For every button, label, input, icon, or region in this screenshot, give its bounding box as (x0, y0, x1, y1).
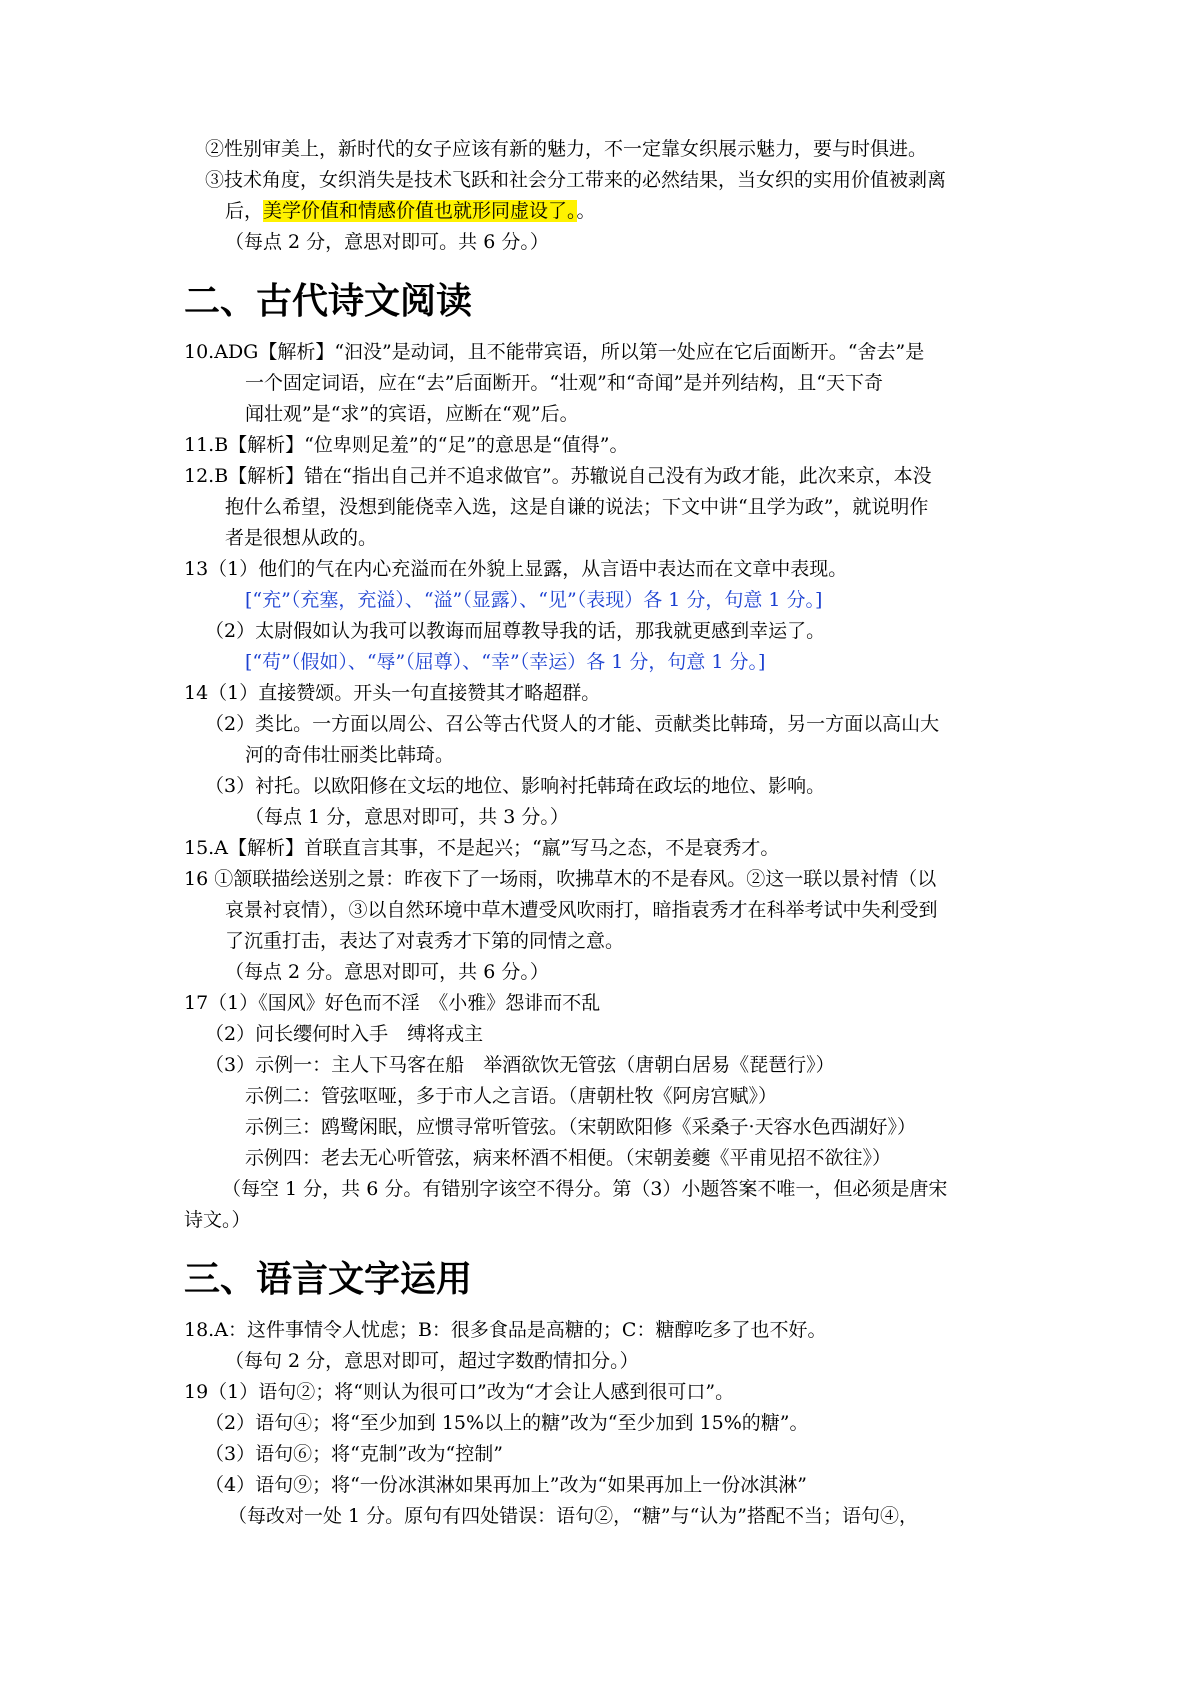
answer-item-3-suffix: 。 (576, 200, 596, 222)
q12-line1: 12.B【解析】错在“指出自己并不追求做官”。苏辙说自己没有为政才能，此次来京，本没 (184, 465, 932, 487)
q16-scoring: （每点 2 分。意思对即可，共 6 分。） (225, 961, 549, 983)
section-heading-classical-reading: 二、古代诗文阅读 (184, 281, 473, 322)
q10-line3: 闻壮观”是“求”的宾语，应断在“观”后。 (245, 403, 579, 425)
q19-4: （4）语句⑨；将“一份冰淇淋如果再加上”改为“如果再加上一份冰淇淋” (205, 1474, 807, 1496)
q14-2-line1: （2）类比。一方面以周公、召公等古代贤人的才能、贡献类比韩琦，另一方面以高山大 (205, 713, 940, 735)
q12-line2: 抱什么希望，没想到能侥幸入选，这是自谦的说法；下文中讲“且学为政”，就说明作 (225, 496, 929, 518)
answer-item-3-line1: ③技术角度，女织消失是技术飞跃和社会分工带来的必然结果，当女织的实用价值被剥离 (205, 169, 947, 191)
q14-scoring: （每点 1 分，意思对即可，共 3 分。） (245, 806, 569, 828)
q17-scoring-line1: （每空 1 分，共 6 分。有错别字该空不得分。第（3）小题答案不唯一，但必须是唐宋 (222, 1178, 948, 1200)
q19-scoring: （每改对一处 1 分。原句有四处错误：语句②，“糖”与“认为”搭配不当；语句④， (228, 1505, 919, 1527)
q14-1: 14（1）直接赞颂。开头一句直接赞其才略超群。 (184, 682, 601, 704)
q17-example-2: 示例二：管弦呕哑，多于市人之言语。（唐朝杜牧《阿房宫赋》） (245, 1085, 778, 1107)
q16-line1: 16 ①颔联描绘送别之景：昨夜下了一场雨，吹拂草木的不是春风。②这一联以景衬情（以 (184, 868, 937, 890)
q18-scoring: （每句 2 分，意思对即可，超过字数酌情扣分。） (225, 1350, 639, 1372)
q14-3: （3）衬托。以欧阳修在文坛的地位、影响衬托韩琦在政坛的地位、影响。 (205, 775, 826, 797)
q17-3: （3）示例一：主人下马客在船 举酒欲饮无管弦（唐朝白居易《琵琶行》） (205, 1054, 835, 1076)
q19-2: （2）语句④；将“至少加到 15%以上的糖”改为“至少加到 15%的糖”。 (205, 1412, 809, 1434)
q13-1-scoring: [“充”（充塞，充溢）、“溢”（显露）、“见”（表现）各 1 分，句意 1 分。] (245, 589, 823, 611)
q17-example-3: 示例三：鸥鹭闲眠，应惯寻常听管弦。（宋朝欧阳修《采桑子·天容水色西湖好》） (245, 1116, 917, 1138)
q13-2-scoring: [“苟”（假如）、“辱”（屈尊）、“幸”（幸运）各 1 分，句意 1 分。] (245, 651, 766, 673)
q15: 15.A【解析】首联直言其事，不是起兴；“羸”写马之态，不是衰秀才。 (184, 837, 780, 859)
q10-line2: 一个固定词语，应在“去”后面断开。“壮观”和“奇闻”是并列结构，且“天下奇 (245, 372, 883, 394)
q19-3: （3）语句⑥；将“克制”改为“控制” (205, 1443, 503, 1465)
q10-line1: 10.ADG【解析】“汩没”是动词，且不能带宾语，所以第一处应在它后面断开。“舍去”是 (184, 341, 925, 363)
q14-2-line2: 河的奇伟壮丽类比韩琦。 (245, 744, 455, 766)
q17-scoring-line2: 诗文。） (184, 1209, 251, 1231)
q13-2: （2）太尉假如认为我可以教诲而屈尊教导我的话，那我就更感到幸运了。 (205, 620, 826, 642)
answer-item-2: ②性别审美上，新时代的女子应该有新的魅力，不一定靠女织展示魅力，要与时俱进。 (205, 138, 928, 160)
q17-1: 17（1）《国风》好色而不淫 《小雅》怨诽而不乱 (184, 992, 601, 1014)
highlighted-text: 美学价值和情感价值也就形同虚设了。 (263, 200, 577, 222)
scoring-note: （每点 2 分，意思对即可。共 6 分。） (225, 231, 549, 253)
q12-line3: 者是很想从政的。 (225, 527, 378, 549)
q19-1: 19（1）语句②；将“则认为很可口”改为“才会让人感到很可口”。 (184, 1381, 735, 1403)
q17-2: （2）问长缨何时入手 缚将戎主 (205, 1023, 484, 1045)
answer-item-3-prefix: 后， (225, 200, 264, 222)
q11: 11.B【解析】“位卑则足羞”的“足”的意思是“值得”。 (184, 434, 629, 456)
answer-item-3-line2 (225, 196, 596, 227)
section-heading-language-use: 三、语言文字运用 (184, 1259, 473, 1300)
q16-line3: 了沉重打击，表达了对袁秀才下第的同情之意。 (225, 930, 625, 952)
q13-1: 13（1）他们的气在内心充溢而在外貌上显露，从言语中表达而在文章中表现。 (184, 558, 848, 580)
q16-line2: 哀景衬哀情），③以自然环境中草木遭受风吹雨打，暗指袁秀才在科举考试中失利受到 (225, 899, 938, 921)
q18: 18.A：这件事情令人忧虑；B：很多食品是高糖的；C：糖醇吃多了也不好。 (184, 1319, 827, 1341)
q17-example-4: 示例四：老去无心听管弦，病来杯酒不相便。（宋朝姜夔《平甫见招不欲往》） (245, 1147, 892, 1169)
